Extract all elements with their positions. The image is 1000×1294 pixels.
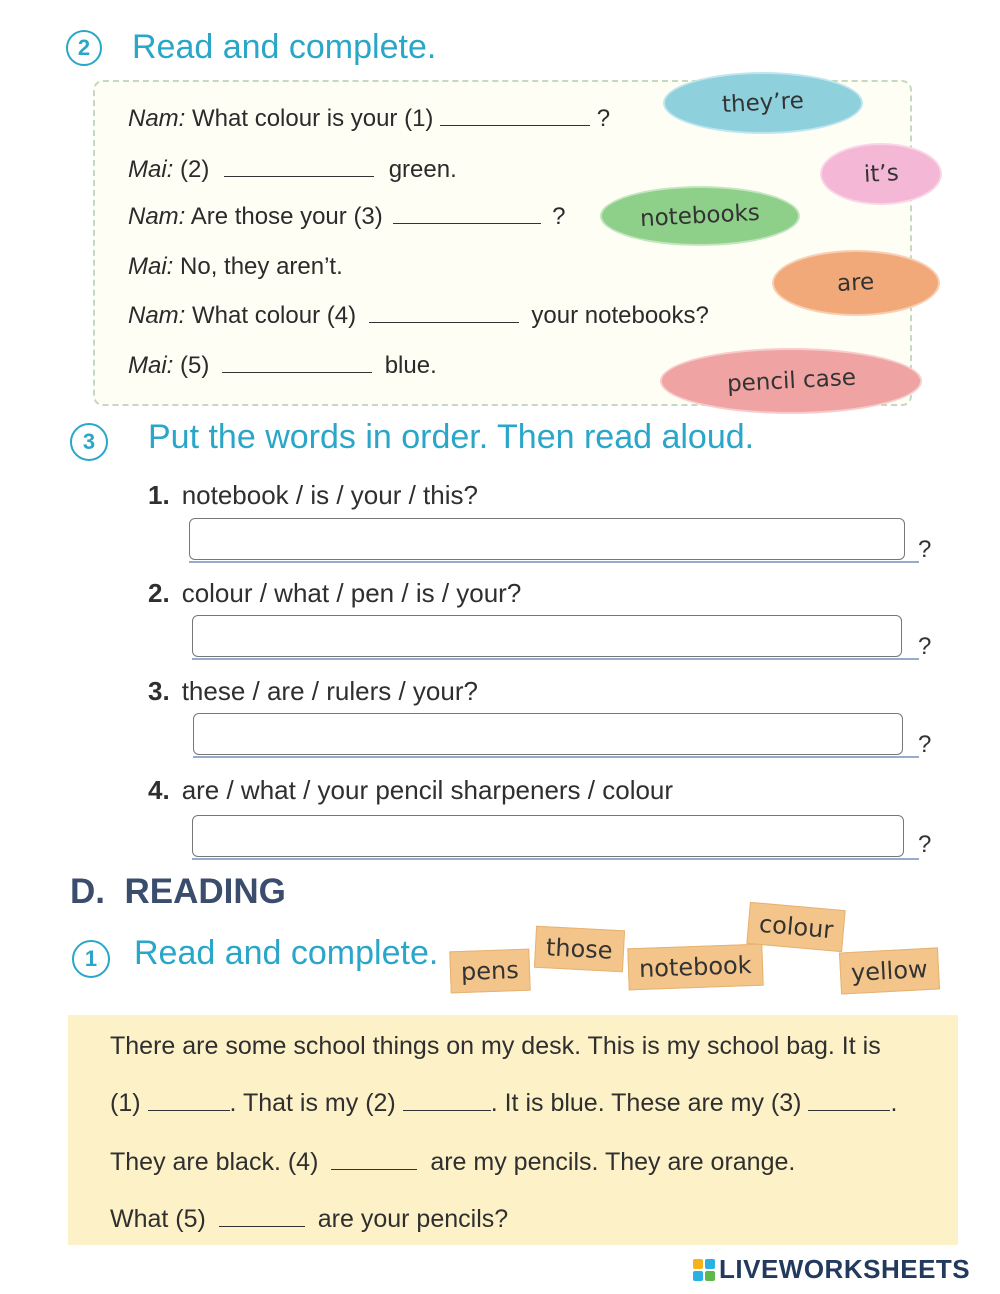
exercise-3-number: 3	[70, 423, 108, 461]
reading-exercise-number: 1	[72, 940, 110, 978]
word-tag-notebook[interactable]: notebook	[627, 944, 763, 991]
reading-line-2: (1) . That is my (2) . It is blue. These are my (3) .	[110, 1089, 898, 1117]
blank-5[interactable]	[222, 372, 372, 373]
reading-blank-4[interactable]	[331, 1169, 417, 1170]
word-tag-pens[interactable]: pens	[449, 949, 530, 994]
answer-underline-3	[193, 756, 919, 758]
blank-2[interactable]	[224, 176, 374, 177]
exercise-2-number: 2	[66, 30, 102, 66]
blank-4[interactable]	[369, 322, 519, 323]
word-pill-notebooks[interactable]: notebooks	[600, 186, 800, 246]
answer-input-1[interactable]	[189, 518, 905, 560]
section-heading-reading: D. READING	[70, 872, 286, 911]
word-pill-are[interactable]: are	[772, 250, 940, 316]
answer-underline-1	[189, 561, 919, 563]
dialogue-line-1: Nam: What colour is your (1) ?	[128, 105, 611, 132]
word-tag-yellow[interactable]: yellow	[839, 947, 940, 994]
reading-blank-5[interactable]	[219, 1226, 305, 1227]
logo-grid-icon	[693, 1259, 715, 1281]
word-pill-theyre[interactable]: they’re	[663, 72, 863, 134]
reading-line-4: What (5) are your pencils?	[110, 1205, 509, 1233]
word-tag-those[interactable]: those	[534, 926, 625, 973]
dialogue-line-6: Mai: (5) blue.	[128, 352, 437, 379]
answer-underline-2	[192, 658, 919, 660]
question-mark-3: ?	[918, 731, 932, 758]
word-tag-colour[interactable]: colour	[746, 902, 846, 952]
reading-blank-3[interactable]	[808, 1110, 890, 1111]
reading-line-3: They are black. (4) are my pencils. They are orange.	[110, 1148, 796, 1176]
blank-1[interactable]	[440, 125, 590, 126]
answer-input-3[interactable]	[193, 713, 903, 755]
dialogue-line-3: Nam: Are those your (3) ?	[128, 203, 566, 230]
blank-3[interactable]	[393, 223, 541, 224]
question-mark-2: ?	[918, 633, 932, 660]
liveworksheets-logo: LIVEWORKSHEETS	[693, 1254, 970, 1285]
dialogue-line-2: Mai: (2) green.	[128, 156, 457, 183]
word-pill-pencil-case[interactable]: pencil case	[660, 348, 922, 414]
word-pill-its[interactable]: it’s	[820, 143, 942, 205]
exercise-3-title: Put the words in order. Then read aloud.	[148, 418, 755, 456]
answer-input-4[interactable]	[192, 815, 904, 857]
answer-input-2[interactable]	[192, 615, 902, 657]
question-mark-1: ?	[918, 536, 932, 563]
question-3: 3. these / are / rulers / your?	[148, 676, 478, 706]
dialogue-line-5: Nam: What colour (4) your notebooks?	[128, 302, 709, 329]
question-2: 2. colour / what / pen / is / your?	[148, 578, 522, 608]
question-1: 1. notebook / is / your / this?	[148, 480, 478, 510]
reading-line-1: There are some school things on my desk. This is my school bag. It is	[110, 1032, 881, 1060]
answer-underline-4	[192, 858, 919, 860]
dialogue-line-4: Mai: No, they aren’t.	[128, 253, 343, 280]
reading-blank-2[interactable]	[403, 1110, 491, 1111]
reading-blank-1[interactable]	[148, 1110, 230, 1111]
question-4: 4. are / what / your pencil sharpeners / colour	[148, 775, 674, 805]
reading-exercise-title: Read and complete.	[134, 934, 439, 972]
exercise-2-title: Read and complete.	[132, 28, 437, 66]
question-mark-4: ?	[918, 831, 932, 858]
